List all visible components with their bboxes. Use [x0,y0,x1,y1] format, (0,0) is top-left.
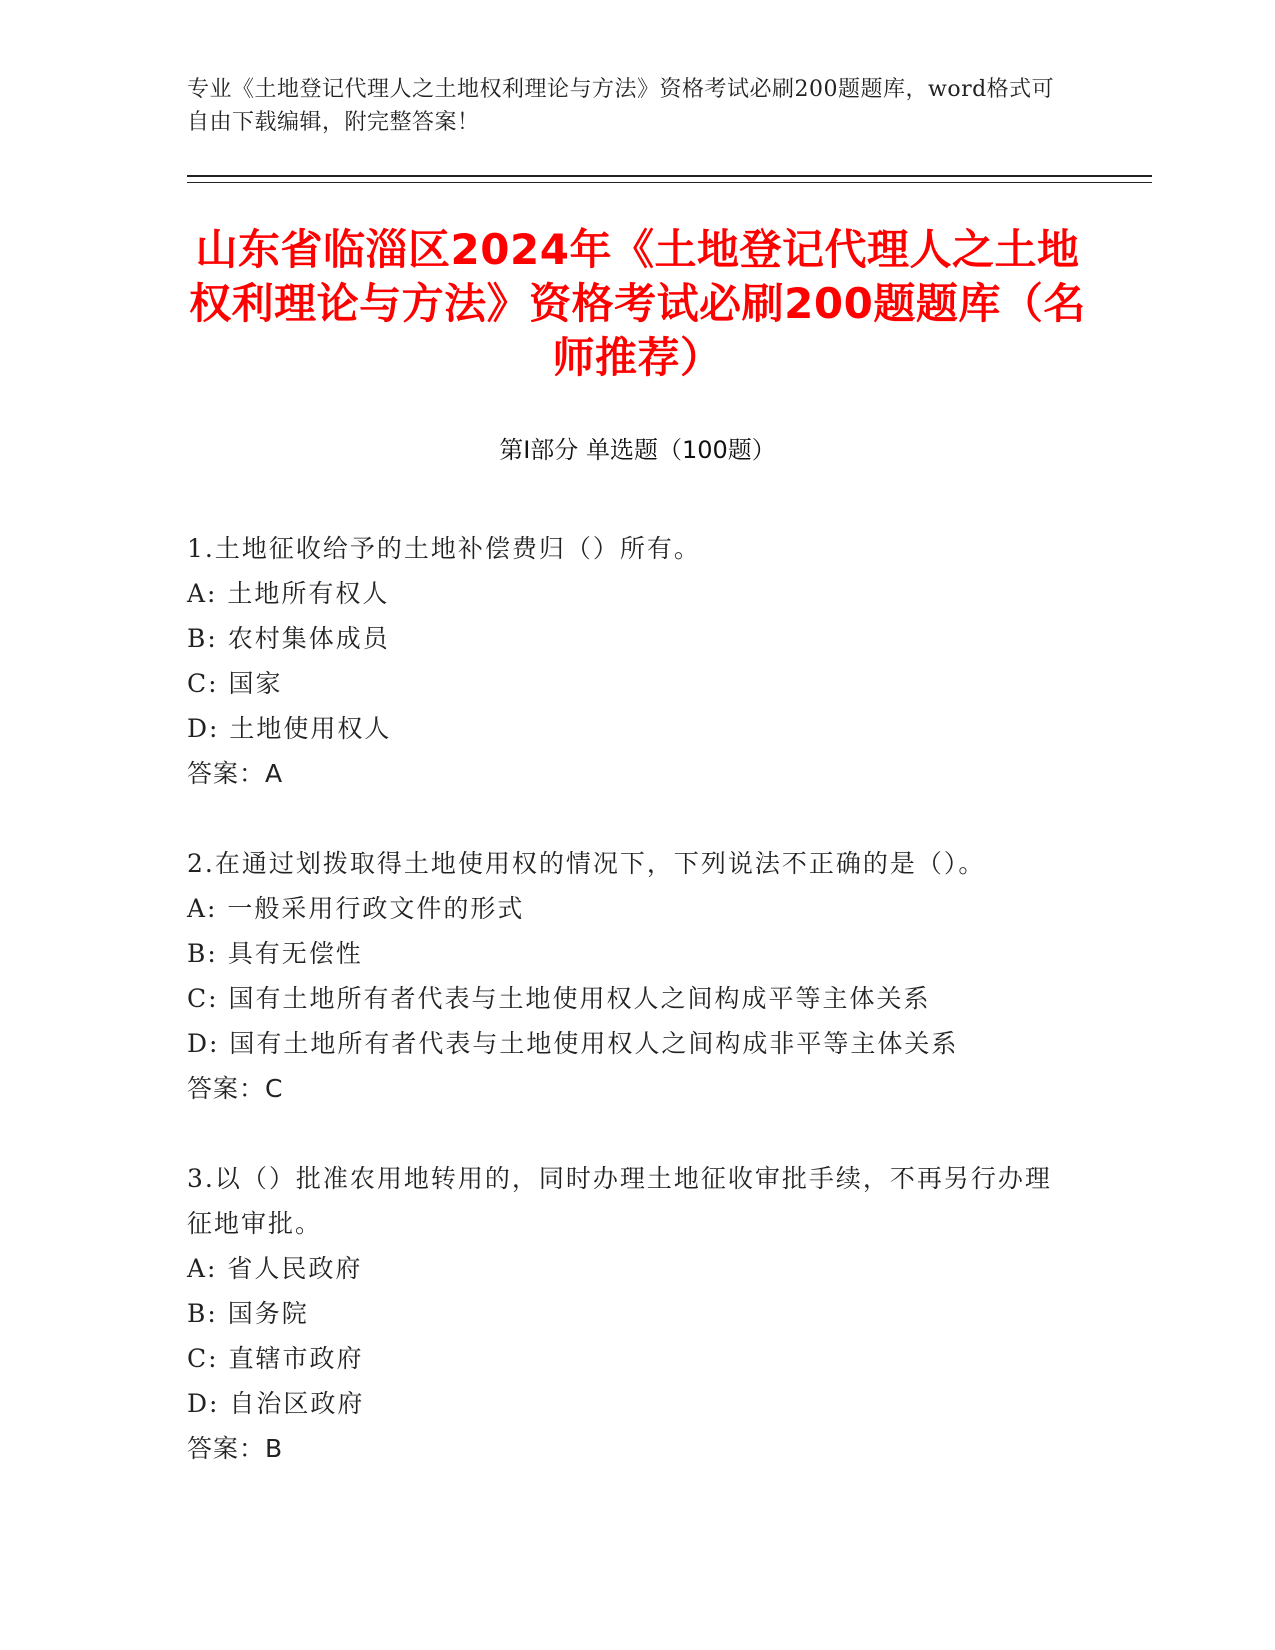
option-a: A: 一般采用行政文件的形式 [187,894,525,923]
option-d: D: 国有土地所有者代表与土地使用权人之间构成非平等主体关系 [187,1029,959,1058]
question-stem: 3.以（）批准农用地转用的，同时办理土地征收审批手续，不再另行办理征地审批。 [187,1164,1052,1238]
option-c: C: 直辖市政府 [187,1344,364,1373]
answer-line: 答案：B [187,1434,284,1463]
option-a: A: 省人民政府 [187,1254,363,1283]
option-b: B: 具有无偿性 [187,939,363,968]
question-stem: 2.在通过划拨取得土地使用权的情况下，下列说法不正确的是（）。 [187,849,986,878]
header-note: 专业《土地登记代理人之土地权利理论与方法》资格考试必刷200题题库，word格式可自由下载编辑，附完整答案！ [187,77,1055,135]
option-d: D: 土地使用权人 [187,714,392,743]
answer-line: 答案：C [187,1074,284,1103]
question-list [187,526,1067,1516]
header-divider-thin [187,182,1152,183]
option-b: B: 农村集体成员 [187,624,390,653]
answer-line: 答案：A [187,759,284,788]
part-heading: 第I部分 单选题（100题） [499,436,776,464]
option-c: C: 国家 [187,669,283,698]
option-b: B: 国务院 [187,1299,309,1328]
question-2 [187,841,1067,1111]
option-c: C: 国有土地所有者代表与土地使用权人之间构成平等主体关系 [187,984,931,1013]
question-3 [187,1156,1067,1471]
header-divider-thick [187,175,1152,177]
document-title: 山东省临淄区2024年《土地登记代理人之土地权利理论与方法》资格考试必刷200题题库（名师推荐） [189,225,1086,382]
question-1 [187,526,1067,796]
option-d: D: 自治区政府 [187,1389,365,1418]
option-a: A: 土地所有权人 [187,579,390,608]
question-stem: 1.土地征收给予的土地补偿费归（）所有。 [187,534,701,563]
